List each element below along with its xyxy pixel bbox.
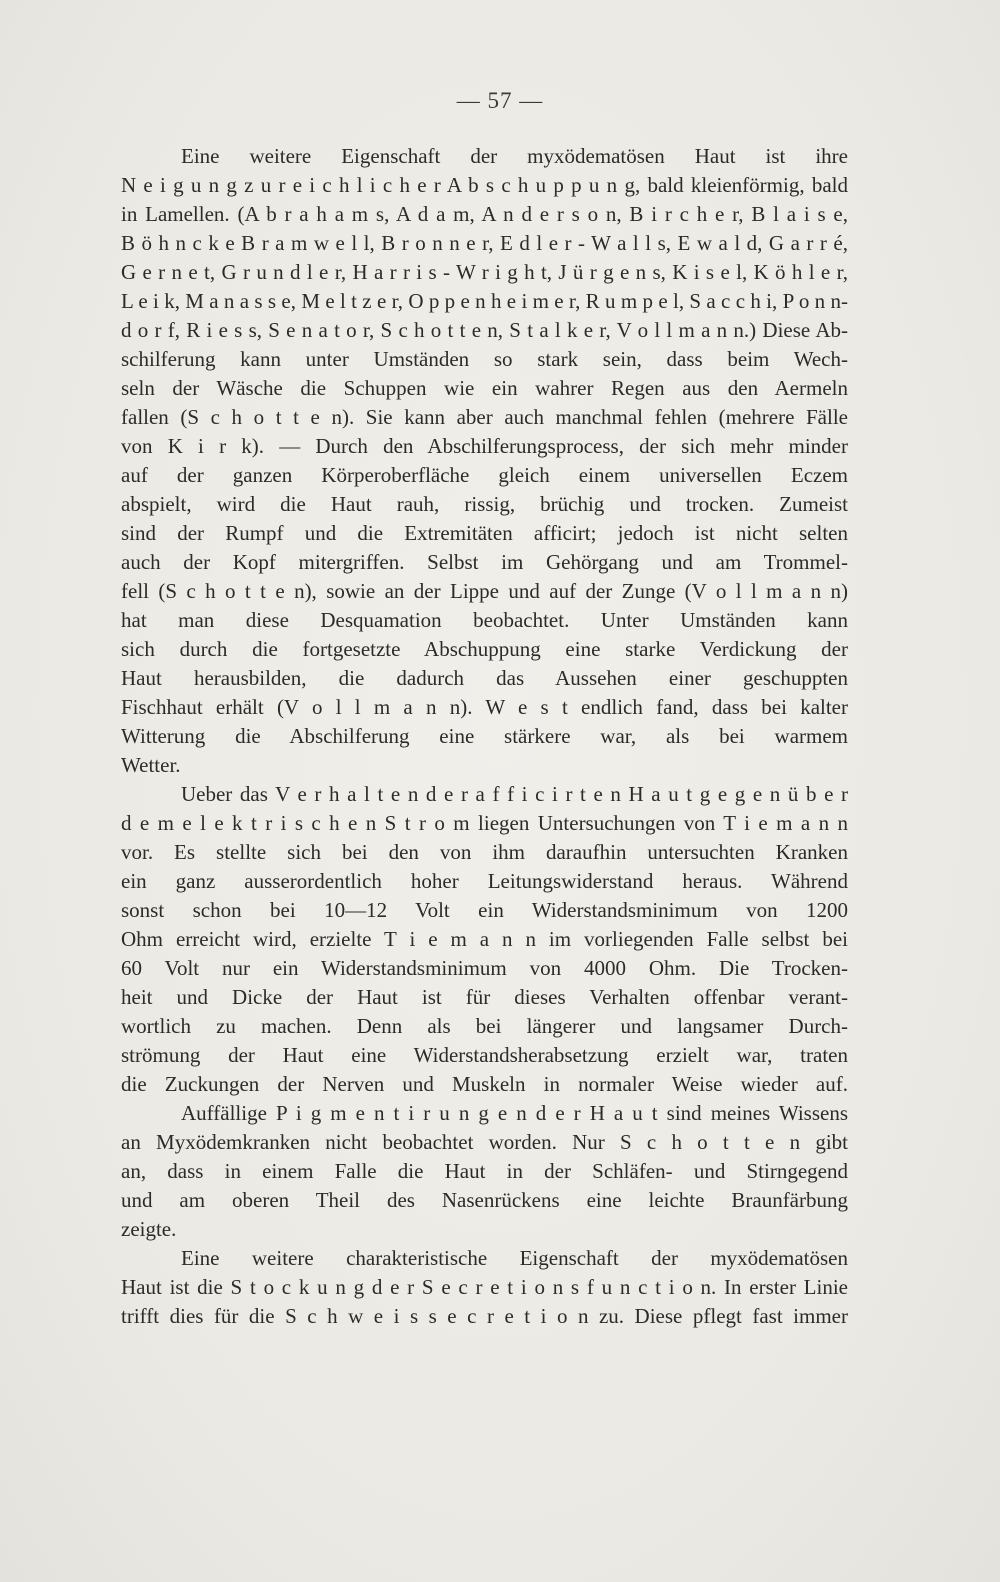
- text-line: an, dass in einem Falle die Haut in der Schläfen- und Stirngegend: [121, 1159, 848, 1183]
- page-number: — 57 —: [456, 88, 544, 113]
- text-line: Ueber das V e r h a l t e n d e r a f f i c i r t e n H a u t g e g e n ü b e r: [181, 782, 848, 806]
- text-line: ein ganz ausserordentlich hoher Leitungswiderstand heraus. Während: [121, 869, 848, 893]
- text-line: Haut ist die S t o c k u n g d e r S e c r e t i o n s f u n c t i o n. In erster Linie: [121, 1275, 848, 1299]
- text-line: von K i r k). — Durch den Abschilferungsprocess, der sich mehr minder: [121, 434, 848, 458]
- text-line: wortlich zu machen. Denn als bei längerer und langsamer Durch-: [121, 1014, 848, 1038]
- text-line: B ö h n c k e B r a m w e l l, B r o n n e r, E d l e r - W a l l s, E w a l d, G a r r é,: [121, 231, 848, 255]
- text-line: Witterung die Abschilferung eine stärkere war, als bei warmem: [121, 724, 848, 748]
- text-line: zeigte.: [121, 1217, 177, 1241]
- text-line: sich durch die fortgesetzte Abschuppung eine starke Verdickung der: [121, 637, 848, 661]
- text-line: strömung der Haut eine Widerstandsherabsetzung erzielt war, traten: [121, 1043, 848, 1067]
- text-line: abspielt, wird die Haut rauh, rissig, brüchig und trocken. Zumeist: [121, 492, 848, 516]
- text-line: Auffällige P i g m e n t i r u n g e n d e r H a u t sind meines Wissens: [181, 1101, 848, 1125]
- text-line: Haut herausbilden, die dadurch das Aussehen einer geschuppten: [121, 666, 848, 690]
- text-line: G e r n e t, G r u n d l e r, H a r r i s - W r i g h t, J ü r g e n s, K i s e l, K ö h l e r,: [121, 260, 848, 284]
- text-line: seln der Wäsche die Schuppen wie ein wahrer Regen aus den Aermeln: [121, 376, 848, 400]
- text-line: L e i k, M a n a s s e, M e l t z e r, O p p e n h e i m e r, R u m p e l, S a c c h i, P o n n-: [121, 289, 848, 313]
- text-line: vor. Es stellte sich bei den von ihm daraufhin untersuchten Kranken: [121, 840, 848, 864]
- text-line: hat man diese Desquamation beobachtet. Unter Umständen kann: [121, 608, 848, 632]
- text-line: 60 Volt nur ein Widerstandsminimum von 4000 Ohm. Die Trocken-: [121, 956, 848, 980]
- text-line: schilferung kann unter Umständen so stark sein, dass beim Wech-: [121, 347, 848, 371]
- text-line: fell (S c h o t t e n), sowie an der Lippe und auf der Zunge (V o l l m a n n): [121, 579, 848, 603]
- text-line: auf der ganzen Körperoberfläche gleich einem universellen Eczem: [121, 463, 848, 487]
- text-line: an Myxödemkranken nicht beobachtet worden. Nur S c h o t t e n gibt: [121, 1130, 848, 1154]
- text-line: sind der Rumpf und die Extremitäten afficirt; jedoch ist nicht selten: [121, 521, 848, 545]
- text-line: sonst schon bei 10—12 Volt ein Widerstandsminimum von 1200: [121, 898, 848, 922]
- text-line: Wetter.: [121, 753, 181, 777]
- text-line: heit und Dicke der Haut ist für dieses Verhalten offenbar verant-: [121, 985, 848, 1009]
- text-line: auch der Kopf mitergriffen. Selbst im Gehörgang und am Trommel-: [121, 550, 848, 574]
- text-line: trifft dies für die S c h w e i s s e c r e t i o n zu. Diese pflegt fast immer: [121, 1304, 848, 1328]
- text-line: N e i g u n g z u r e i c h l i c h e r A b s c h u p p u n g, bald kleienförmig, bald: [121, 173, 848, 197]
- text-line: fallen (S c h o t t e n). Sie kann aber auch manchmal fehlen (mehrere Fälle: [121, 405, 848, 429]
- text-line: Ohm erreicht wird, erzielte T i e m a n n im vorliegenden Falle selbst bei: [121, 927, 848, 951]
- text-line: d e m e l e k t r i s c h e n S t r o m liegen Untersuchungen von T i e m a n n: [121, 811, 848, 835]
- text-line: die Zuckungen der Nerven und Muskeln in normaler Weise wieder auf.: [121, 1072, 848, 1096]
- text-line: Fischhaut erhält (V o l l m a n n). W e s t endlich fand, dass bei kalter: [121, 695, 848, 719]
- body-text: [121, 142, 848, 1331]
- text-line: Eine weitere Eigenschaft der myxödematösen Haut ist ihre: [181, 144, 848, 168]
- text-line: und am oberen Theil des Nasenrückens eine leichte Braunfärbung: [121, 1188, 848, 1212]
- text-line: in Lamellen. (A b r a h a m s, A d a m, A n d e r s o n, B i r c h e r, B l a i s e,: [121, 202, 848, 226]
- text-line: Eine weitere charakteristische Eigenschaft der myxödematösen: [181, 1246, 848, 1270]
- text-line: d o r f, R i e s s, S e n a t o r, S c h o t t e n, S t a l k e r, V o l l m a n n.) Diese Ab-: [121, 318, 848, 342]
